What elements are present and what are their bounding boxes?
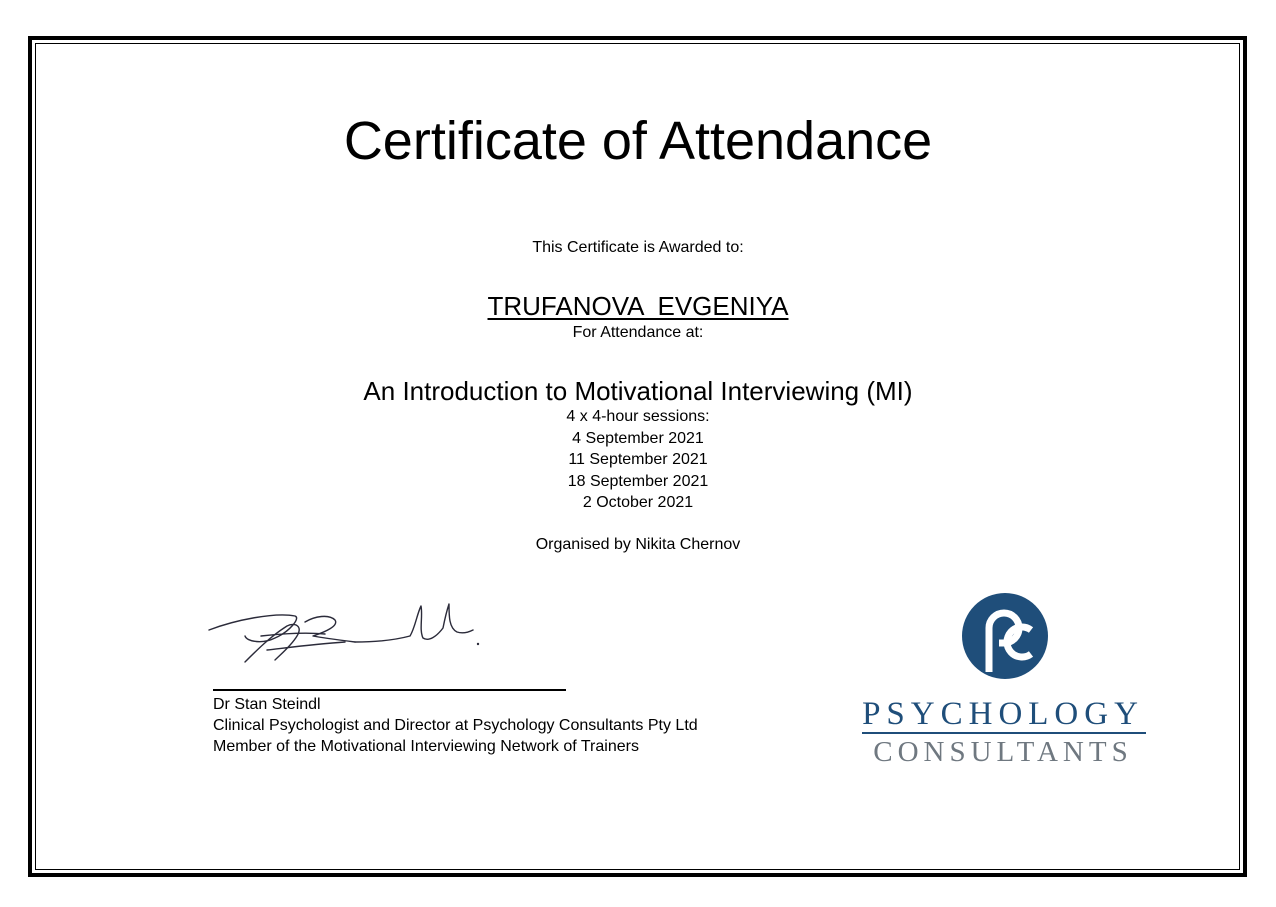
- logo-wordmark-consultants: CONSULTANTS: [873, 736, 1133, 768]
- signature-line: [213, 689, 566, 691]
- recipient-name-line: [0, 290, 1276, 322]
- recipient-name: TRUFANOVA EVGENIYA: [487, 291, 789, 321]
- session-date: 4 September 2021: [572, 429, 704, 447]
- session-date: 18 September 2021: [567, 472, 709, 490]
- session-date: 2 October 2021: [582, 494, 694, 511]
- signature-icon: [205, 592, 485, 672]
- attendance-label: For Attendance at:: [572, 324, 704, 341]
- organiser-line: Organised by Nikita Chernov: [535, 536, 741, 553]
- signatory-role: Clinical Psychologist and Director at Psychology Consultants Pty Ltd: [213, 717, 698, 734]
- session-list: [0, 406, 1276, 514]
- logo-wordmark-psychology: PSYCHOLOGY: [862, 696, 1144, 732]
- course-title: An Introduction to Motivational Interviewing (MI): [363, 376, 913, 406]
- awarded-to-label: This Certificate is Awarded to:: [532, 239, 744, 256]
- signatory-name: Dr Stan Steindl: [213, 696, 321, 713]
- session-date: 11 September 2021: [568, 451, 708, 468]
- certificate-title: Certificate of Attendance: [343, 111, 933, 171]
- pc-monogram-icon: [961, 592, 1049, 680]
- signatory-membership: Member of the Motivational Interviewing Network of Trainers: [213, 738, 639, 755]
- signatory-block: [213, 694, 698, 757]
- session-summary: 4 x 4-hour sessions:: [566, 408, 710, 425]
